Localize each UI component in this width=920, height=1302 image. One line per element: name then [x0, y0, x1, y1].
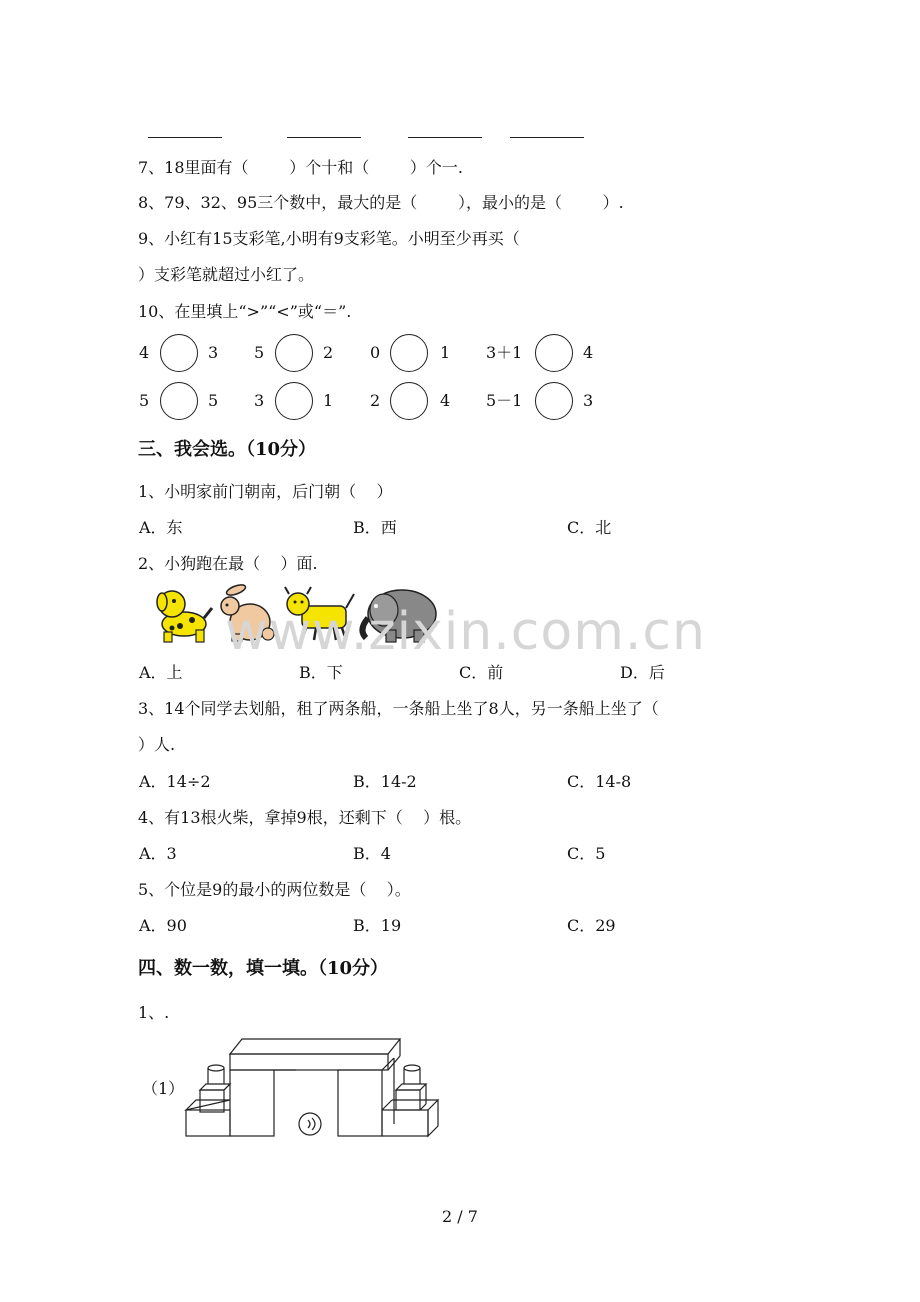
option-b[interactable]: B．西 [353, 518, 397, 537]
question-10: 10、在里填上“>”“<”或“＝”. [138, 302, 352, 321]
compare-circle[interactable] [275, 334, 313, 372]
option-c[interactable]: C．5 [567, 844, 606, 863]
answer-blank [148, 137, 222, 138]
s3-question-1: 1、小明家前门朝南，后门朝（ ） [138, 482, 393, 501]
compare-right: 4 [583, 343, 594, 362]
compare-right: 1 [440, 343, 451, 362]
option-b[interactable]: B．14-2 [353, 772, 417, 791]
figure-label: （1） [142, 1079, 185, 1098]
compare-right: 1 [323, 391, 334, 410]
option-b[interactable]: B．4 [353, 844, 391, 863]
option-a[interactable]: A．14÷2 [139, 772, 211, 791]
section-3-title: 三、我会选。（10分） [138, 439, 317, 460]
s3-question-3-line1: 3、14个同学去划船，租了两条船，一条船上坐了8人，另一条船上坐了（ [138, 699, 659, 718]
compare-left: 5 [139, 391, 150, 410]
compare-right: 4 [440, 391, 451, 410]
option-d[interactable]: D．后 [620, 663, 665, 682]
compare-left: 4 [139, 343, 150, 362]
option-b[interactable]: B．19 [353, 916, 402, 935]
compare-left: 3 [254, 391, 265, 410]
answer-blank [287, 137, 361, 138]
option-c[interactable]: C．北 [567, 518, 612, 537]
compare-right: 3 [583, 391, 594, 410]
option-a[interactable]: A．上 [139, 663, 183, 682]
compare-circle[interactable] [535, 382, 573, 420]
page-number: 2 / 7 [442, 1207, 478, 1226]
answer-blank [510, 137, 584, 138]
compare-left: 2 [370, 391, 381, 410]
s3-question-4: 4、有13根火柴，拿掉9根，还剩下（ ）根。 [138, 808, 472, 827]
compare-circle[interactable] [390, 334, 428, 372]
s3-question-2: 2、小狗跑在最（ ）面. [138, 554, 318, 573]
question-9-line1: 9、小红有15支彩笔,小明有9支彩笔。小明至少再买（ [138, 229, 520, 248]
compare-circle[interactable] [160, 382, 198, 420]
compare-circle[interactable] [535, 334, 573, 372]
s3-question-3-line2: ）人. [138, 735, 176, 754]
compare-left: 5－1 [486, 391, 523, 410]
option-a[interactable]: A．90 [139, 916, 187, 935]
option-b[interactable]: B．下 [299, 663, 343, 682]
compare-circle[interactable] [275, 382, 313, 420]
compare-right: 3 [208, 343, 219, 362]
compare-right: 5 [208, 391, 219, 410]
question-7: 7、18里面有（ ）个十和（ ）个一. [138, 158, 464, 177]
compare-circle[interactable] [160, 334, 198, 372]
compare-left: 5 [254, 343, 265, 362]
compare-left: 0 [370, 343, 381, 362]
answer-blank [408, 137, 482, 138]
question-8: 8、79、32、95三个数中，最大的是（ ），最小的是（ ）. [138, 193, 624, 212]
option-c[interactable]: C．29 [567, 916, 616, 935]
option-c[interactable]: C．14-8 [567, 772, 632, 791]
option-a[interactable]: A．3 [139, 844, 177, 863]
question-9-line2: ）支彩笔就超过小红了。 [138, 265, 315, 284]
building-blocks-figure [182, 1036, 442, 1140]
compare-left: 3＋1 [486, 343, 523, 362]
option-a[interactable]: A．东 [139, 518, 183, 537]
dog-icon [157, 591, 212, 642]
s3-question-5: 5、个位是9的最小的两位数是（ ）。 [138, 880, 411, 899]
watermark: www.zixin.com.cn [225, 602, 706, 662]
option-c[interactable]: C．前 [459, 663, 504, 682]
compare-circle[interactable] [390, 382, 428, 420]
section-4-title: 四、数一数，填一填。（10分） [138, 958, 389, 979]
compare-right: 2 [323, 343, 334, 362]
s4-question-1: 1、. [138, 1003, 170, 1022]
